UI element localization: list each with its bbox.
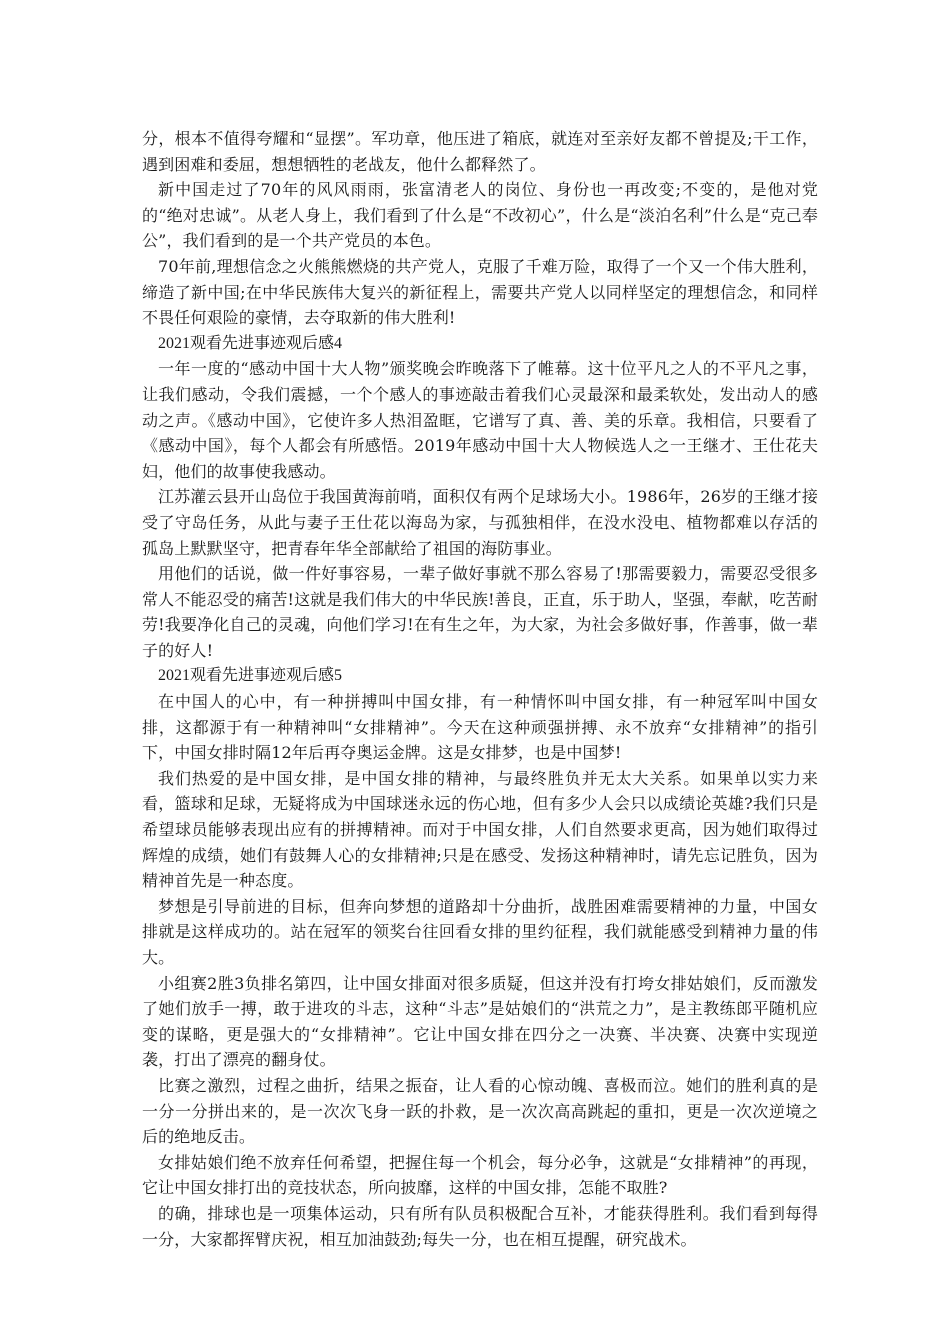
paragraph: 比赛之激烈，过程之曲折，结果之振奋，让人看的心惊动魄、喜极而泣。她们的胜利真的是一分一分拼出来的，是一次次飞身一跃的扑救，是一次次高高跳起的重扣，更是一次次逆境之后的绝地反击。 bbox=[142, 1075, 818, 1147]
paragraph: 女排姑娘们绝不放弃任何希望，把握住每一个机会，每分必争，这就是“女排精神”的再现，它让中国女排打出的竞技状态，所向披靡，这样的中国女排，怎能不取胜? bbox=[142, 1152, 818, 1198]
paragraph: 新中国走过了70年的风风雨雨，张富清老人的岗位、身份也一再改变;不变的，是他对党的“绝对忠诚”。从老人身上，我们看到了什么是“不改初心”，什么是“淡泊名利”什么是“克己奉公”，我们看到的是一个共产党员的本色。 bbox=[142, 180, 818, 251]
paragraph: 一年一度的“感动中国十大人物”颁奖晚会昨晚落下了帷幕。这十位平凡之人的不平凡之事，让我们感动，令我们震撼，一个个感人的事迹敲击着我们心灵最深和最柔软处，发出动人的感动之声。《感动中国》，它使许多人热泪盈眶，它谱写了真、善、美的乐章。我相信，只要看了《感动中国》，每个人都会有所感悟。2019年感动中国十大人物候选人之一王继才、王仕花夫妇，他们的故事使我感动。 bbox=[142, 359, 818, 481]
section-heading: 2021观看先进事迹观后感5 bbox=[158, 667, 343, 685]
paragraph: 江苏灌云县开山岛位于我国黄海前哨，面积仅有两个足球场大小。1986年，26岁的王继才接受了守岛任务，从此与妻子王仕花以海岛为家，与孤独相伴，在没水没电、植物都难以存活的孤岛上默默坚守，把青春年华全部献给了祖国的海防事业。 bbox=[142, 487, 818, 558]
paragraph: 我们热爱的是中国女排，是中国女排的精神，与最终胜负并无太大关系。如果单以实力来看，篮球和足球，无疑将成为中国球迷永远的伤心地，但有多少人会只以成绩论英雄?我们只是希望球员能够表现出应有的拼搏精神。而对于中国女排，人们自然要求更高，因为她们取得过辉煌的成绩，她们有鼓舞人心的女排精神;只是在感受、发扬这种精神时，请先忘记胜负，因为精神首先是一种态度。 bbox=[142, 768, 818, 891]
paragraph: 小组赛2胜3负排名第四，让中国女排面对很多质疑，但这并没有打垮女排姑娘们，反而激发了她们放手一搏，敢于进攻的斗志，这种“斗志”是姑娘们的“洪荒之力”，是主教练郎平随机应变的谋略，更是强大的“女排精神”。它让中国女排在四分之一决赛、半决赛、决赛中实现逆袭，打出了漂亮的翻身仗。 bbox=[142, 973, 818, 1070]
paragraph: 在中国人的心中，有一种拼搏叫中国女排，有一种情怀叫中国女排，有一种冠军叫中国女排，这都源于有一种精神叫“女排精神”。今天在这种顽强拼搏、永不放弃“女排精神”的指引下，中国女排时隔12年后再夺奥运金牌。这是女排梦，也是中国梦! bbox=[142, 692, 818, 763]
paragraph: 梦想是引导前进的目标，但奔向梦想的道路却十分曲折，战胜困难需要精神的力量，中国女排就是这样成功的。站在冠军的领奖台往回看女排的里约征程，我们就能感受到精神力量的伟大。 bbox=[142, 896, 818, 967]
paragraph: 的确，排球也是一项集体运动，只有所有队员积极配合互补，才能获得胜利。我们看到每得一分，大家都挥臂庆祝，相互加油鼓劲;每失一分，也在相互提醒，研究战术。 bbox=[142, 1203, 818, 1249]
document-body bbox=[142, 126, 818, 1252]
paragraph: 分，根本不值得夸耀和“显摆”。军功章，他压进了箱底，就连对至亲好友都不曾提及;干工作，遇到困难和委屈，想想牺牲的老战友，他什么都释然了。 bbox=[142, 129, 818, 174]
paragraph: 70年前,理想信念之火熊熊燃烧的共产党人，克服了千难万险，取得了一个又一个伟大胜利，缔造了新中国;在中华民族伟大复兴的新征程上，需要共产党人以同样坚定的理想信念，和同样不畏任何艰险的豪情，去夺取新的伟大胜利! bbox=[142, 256, 818, 328]
paragraph: 用他们的话说，做一件好事容易，一辈子做好事就不那么容易了!那需要毅力，需要忍受很多常人不能忍受的痛苦!这就是我们伟大的中华民族!善良，正直，乐于助人，坚强，奉献，吃苦耐劳!我要净化自己的灵魂，向他们学习!在有生之年，为大家，为社会多做好事，作善事，做一辈子的好人! bbox=[142, 564, 818, 660]
section-heading: 2021观看先进事迹观后感4 bbox=[158, 334, 343, 352]
